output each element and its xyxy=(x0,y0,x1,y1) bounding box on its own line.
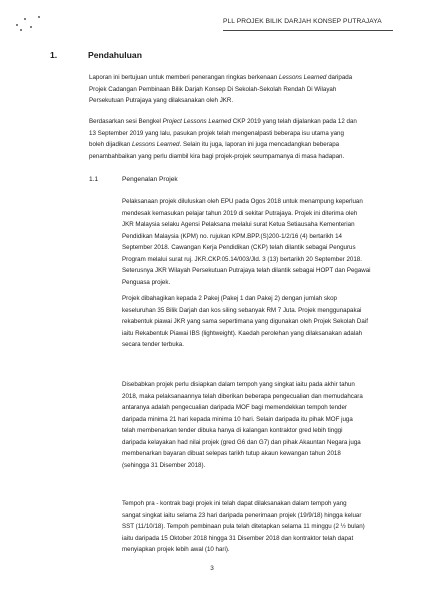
body-paragraph-3 xyxy=(122,379,391,471)
text-line: Penguasa projek. xyxy=(122,278,171,286)
text-line: (sehingga 31 Disember 2018). xyxy=(122,461,206,469)
scan-marks xyxy=(14,14,44,32)
text-line: iaitu daripada 15 Oktober 2018 hingga 31 Disember 2018 dan kontraktor telah dapat xyxy=(122,534,354,542)
section-number: 1. xyxy=(50,50,58,60)
intro-paragraph-2 xyxy=(89,116,389,162)
text-line: Program melalui surat ruj. JKR.CKP.05.14/003/Jld. 3 (13) bertarikh 20 September 2018. xyxy=(122,255,362,263)
text-line: daripada kelayakan had nilai projek (gred G6 dan G7) dan pihak Akauntan Negara juga xyxy=(122,438,361,446)
text-line: keseluruhan 35 Bilik Darjah dan kos siling sebanyak RM 7 Juta. Projek menggunapakai xyxy=(122,306,362,314)
body-paragraph-4 xyxy=(122,498,391,556)
text-line: Laporan ini bertujuan untuk memberi penerangan ringkas berkenaan Lessons Learned daripada xyxy=(89,74,353,81)
text-line: 13 September 2019 yang lalu, pasukan projek telah mengenalpasti beberapa isu utama yang xyxy=(89,129,344,137)
text-line: Berdasarkan sesi Bengkel Project Lessons Learned CKP 2019 yang telah dijalankan pada 12 dan xyxy=(89,118,357,125)
text-line: secara tender terbuka. xyxy=(122,341,184,348)
subsection-heading xyxy=(89,176,178,183)
section-title: Pendahuluan xyxy=(88,50,142,60)
text-line: mendesak kemasukan pelajar tahun 2019 di sekitar Putrajaya. Projek ini diterima oleh xyxy=(122,209,358,217)
text-line: Projek dibahagikan kepada 2 Pakej (Pakej 1 dan Pakej 2) dengan jumlah skop xyxy=(122,295,337,302)
text-line: Projek Cadangan Pembinaan Bilik Darjah Konsep Di Sekolah-Sekolah Rendah Di Wilayah xyxy=(89,85,337,93)
text-line: Pendidikan Malaysia (KPM) no. rujukan KPM.BPP.(S)200-1/2/16 (4) bertarikh 14 xyxy=(122,232,342,240)
text-line: Disebabkan projek perlu disiapkan dalam tempoh yang singkat iaitu pada akhir tahun xyxy=(122,381,355,388)
text-line: Persekutuan Putrajaya yang dilaksanakan oleh JKR. xyxy=(89,97,234,104)
text-line: membenarkan bayaran dibuat selepas tarikh tutup akaun kewangan tahun 2018 xyxy=(122,450,341,457)
text-line: 2018, maka pelaksanaannya telah diberikan beberapa pengecualian dan memudahcara xyxy=(122,392,363,400)
text-line: Tempoh pra - kontrak bagi projek ini telah dapat dilaksanakan dalam tempoh yang xyxy=(122,500,347,507)
body-paragraph-1 xyxy=(122,196,391,288)
text-line: penambahbaikan yang perlu diambil kira bagi projek-projek seumpamanya di masa hadapan. xyxy=(89,152,345,160)
text-line: SST (11/10/18). Tempoh pembinaan pula telah ditetapkan selama 11 minggu (2 ½ bulan) xyxy=(122,523,365,530)
subsection-title: Pengenalan Projek xyxy=(122,176,178,183)
text-line: boleh dijadikan Lessons Learned. Selain itu juga, laporan ini juga mencadangkan beberapa xyxy=(89,141,340,148)
page-number: 3 xyxy=(210,565,214,572)
text-line: rekabentuk piawai JKR yang sama sepertimana yang digunakan oleh Projek Sekolah Daif xyxy=(122,318,368,325)
text-line: telah membenarkan tender dibuka hanya di kalangan kontraktor gred lebih tinggi xyxy=(122,427,343,434)
text-line: sangat singkat iaitu selama 23 hari daripada penerimaan projek (19/9/18) hingga keluar xyxy=(122,511,362,519)
section-heading xyxy=(50,50,142,60)
text-line: Seterusnya JKR Wilayah Persekutuan Putrajaya telah dilantik sebagai HOPT dan Pegawai xyxy=(122,267,371,274)
text-line: September 2018. Cawangan Kerja Pendidikan (CKP) telah dilantik sebagai Pengurus xyxy=(122,244,356,251)
running-header: PLL PROJEK BILIK DARJAH KONSEP PUTRAJAYA xyxy=(223,18,382,25)
text-line: JKR Malaysia selaku Agensi Pelaksana melalui surat Ketua Setiausaha Kementerian xyxy=(122,221,355,228)
body-paragraph-2 xyxy=(122,293,391,351)
text-line: Pelaksanaan projek diluluskan oleh EPU pada Ogos 2018 untuk menampung keperluan xyxy=(122,198,363,205)
text-line: daripada minima 21 hari kepada minima 10 hari. Selain daripada itu pihak MOF juga xyxy=(122,415,353,423)
subsection-number: 1.1 xyxy=(89,176,99,183)
text-line: menyiapkan projek lebih awal (10 hari). xyxy=(122,546,230,553)
header-rule xyxy=(223,30,393,31)
text-line: antaranya adalah pengecualian daripada MOF bagi memendekkan tempoh tender xyxy=(122,404,347,411)
intro-paragraph-1 xyxy=(89,72,389,107)
text-line: iaitu Rekabentuk Piawai IBS (lightweight). Kaedah perolehan yang dilaksanakan adalah xyxy=(122,329,363,337)
